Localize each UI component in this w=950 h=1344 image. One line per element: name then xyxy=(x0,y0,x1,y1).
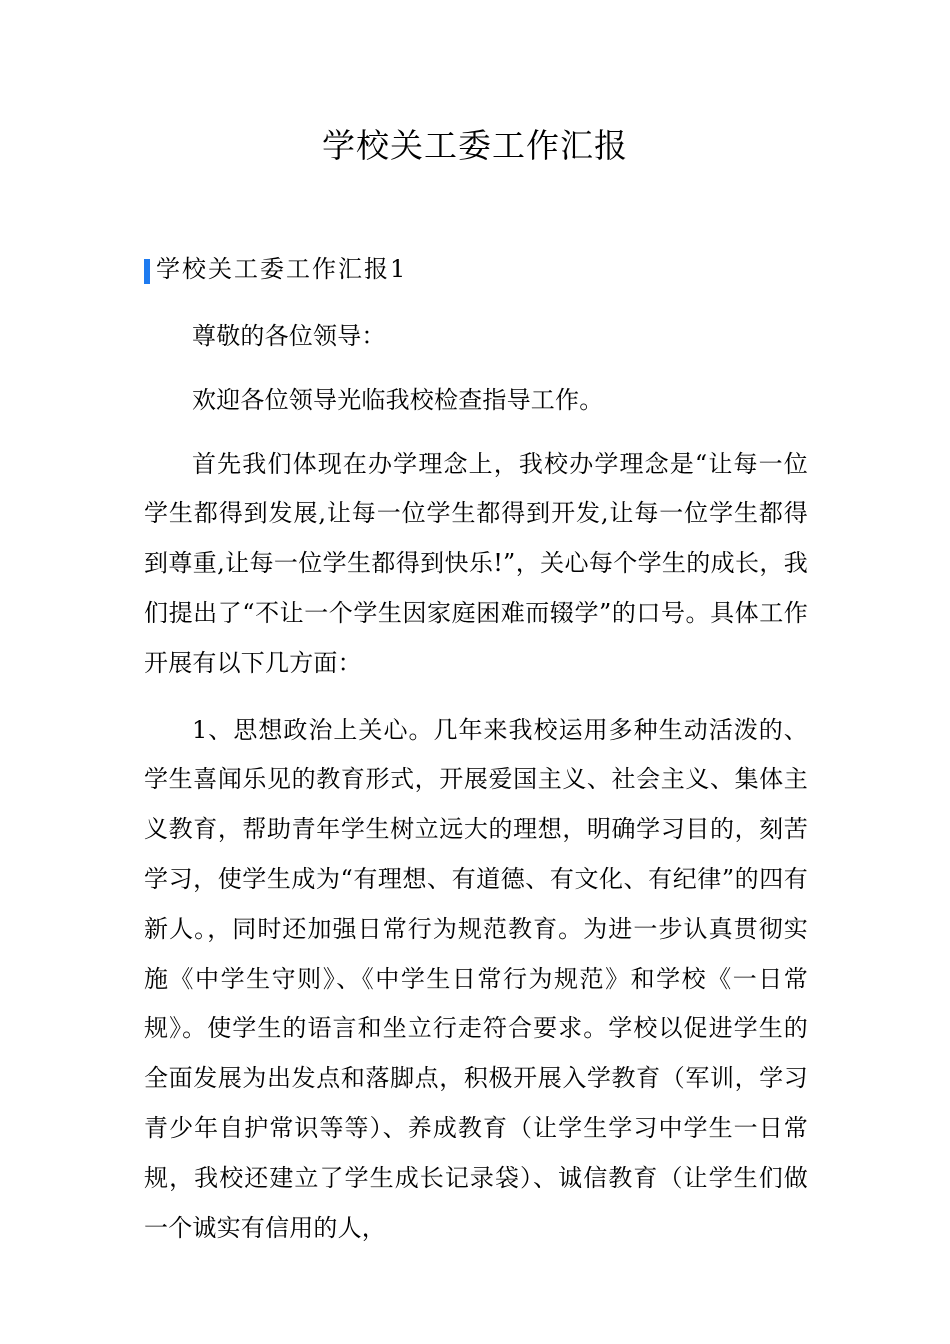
heading-marker xyxy=(144,259,150,284)
section-heading xyxy=(144,254,407,284)
document-title: 学校关工委工作汇报 xyxy=(322,126,628,165)
paragraph-salutation: 尊敬的各位领导： xyxy=(192,322,386,350)
paragraph-welcome: 欢迎各位领导光临我校检查指导工作。 xyxy=(192,385,604,414)
section-heading-text: 学校关工委工作汇报1 xyxy=(156,255,408,283)
paragraph-philosophy: 首先我们体现在办学理念上，我校办学理念是“让每一位学生都得到发展,让每一位学生都得到开发,让每一位学生都得到尊重,让每一位学生都得到快乐!”，关心每个学生的成长，我们提出了“不让一个学生因家庭困难而辍学”的口号。具体工作开展有以下几方面： xyxy=(144,449,808,677)
document-body xyxy=(144,312,808,1270)
paragraph-item-1: 1、思想政治上关心。几年来我校运用多种生动活泼的、学生喜闻乐见的教育形式，开展爱国主义、社会主义、集体主义教育，帮助青年学生树立远大的理想，明确学习目的，刻苦学习，使学生成为“有理想、有道德、有文化、有纪律”的四有新人。，同时还加强日常行为规范教育。为进一步认真贯彻实施《中学生守则》、《中学生日常行为规范》和学校《一日常规》。使学生的语言和坐立行走符合要求。学校以促进学生的全面发展为出发点和落脚点，积极开展入学教育（军训，学习青少年自护常识等等）、养成教育（让学生学习中学生一日常规，我校还建立了学生成长记录袋）、诚信教育（让学生们做一个诚实有信用的人， xyxy=(144,715,808,1242)
